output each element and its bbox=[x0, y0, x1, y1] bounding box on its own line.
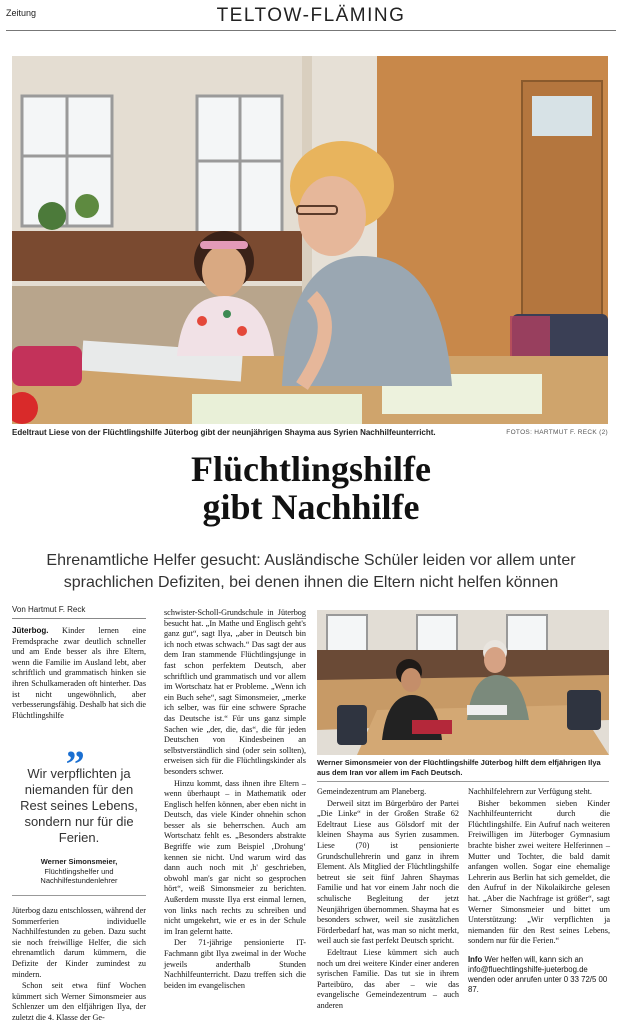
article-col1-top bbox=[12, 626, 146, 722]
main-photo bbox=[12, 56, 608, 424]
byline: Von Hartmut F. Reck bbox=[12, 605, 86, 614]
article-paragraph: Der 71-jährige pensionierte IT-Fachmann gibt Ilya zweimal in der Woche jeweils anderthalb Stunden Nachhilfeunterricht. Dazu treffen sich die beiden im evangelischen bbox=[164, 938, 306, 990]
headline-line-1: Flüchtlingshilfe bbox=[190, 449, 432, 489]
article-col4 bbox=[468, 787, 610, 948]
second-photo-caption: Werner Simonsmeier von der Flüchtlingshilfe Jüterbog hilft dem elfjährigen Ilya aus dem Iran vor allem im Fach Deutsch. bbox=[317, 758, 601, 777]
newspaper-label: Zeitung bbox=[6, 8, 37, 18]
info-box bbox=[468, 955, 610, 995]
quote-mark-icon: „ bbox=[66, 724, 81, 766]
article-paragraph: Gemeindezentrum am Planeberg. bbox=[317, 787, 427, 796]
subheadline: Ehrenamtliche Helfer gesucht: Ausländische Schüler leiden vor allem unter sprachlichen Defiziten, bei denen ihnen die Eltern nicht helfen können bbox=[46, 552, 576, 591]
quote-author: Werner Simonsmeier, bbox=[40, 857, 118, 866]
region-header: TELTOW-FLÄMING bbox=[216, 5, 406, 26]
headline-line-2: gibt Nachhilfe bbox=[202, 487, 420, 527]
article-col2 bbox=[164, 608, 306, 992]
header-divider bbox=[6, 30, 616, 31]
caption-divider bbox=[317, 781, 609, 782]
classroom-photo-illustration bbox=[12, 56, 608, 424]
article-col3 bbox=[317, 787, 459, 1012]
tutoring-photo-illustration bbox=[317, 610, 609, 755]
article-paragraph: schwister-Scholl-Grundschule in Jüterbog besucht hat. „In Mathe und Englisch geht's ganz gut“, sagt Ilya, „aber in Deutsch bin ich noch etwas schwach.“ Das sagt der aus dem Iran stammende Flüchtlingsjunge in fast schon perfektem Deutsch, aber schriftlich und grammatisch und vor allem im Wortschatz hat er Probleme. „Wenn ich ein Buch sehe“, sagt Simonsmeier, „merke ich selber, was für eine schwere Sprache das Deutsche ist.“ Für uns ganz simple Sachen wie „der, die, das“, die für jeden Deutschen von Kindesbeinen an selbstverständlich sind (oder sein sollten), erweisen sich für die Flüchtlingskinder als besonders schwer. bbox=[164, 608, 306, 776]
article-paragraph: Edeltraut Liese kümmert sich auch noch um drei weitere Kinder einer anderen syrischen Familie. Das tut sie in ihrem Parteibüro, das aber – wie das evangelische Gemeindezentrum – auch anderen bbox=[317, 947, 459, 1010]
photo-credit: FOTOS: HARTMUT F. RECK (2) bbox=[506, 429, 608, 436]
second-photo bbox=[317, 610, 609, 755]
byline-rule-col1 bbox=[12, 618, 146, 619]
article-col1-bottom bbox=[12, 906, 146, 1024]
article-col1-top-text: Kinder lernen eine Fremdsprache zwar deutlich schneller und am Ende besser als ihre Eltern, wenn die Familie im Ausland lebt, aber schriftlich und grammatisch hinken sie ihren Schulkameraden oft hinterher. Das ist nicht ungewöhnlich, aber verbesserungsfähig. Deshalb hat sich die Flüchtlingshilfe bbox=[12, 626, 146, 720]
headline bbox=[0, 450, 622, 526]
main-photo-caption: Edeltraut Liese von der Flüchtlingshilfe Jüterbog gibt der neunjährigen Shayma aus Syrien Nachhilfeunterricht. bbox=[12, 428, 436, 437]
info-text: Wer helfen will, kann sich an info@fluechtlingshilfe-jueterbog.de wenden oder anrufen unter 0 33 72/5 00 87. bbox=[468, 955, 608, 994]
pull-quote: Wir verpflichten ja niemanden für den Rest seines Lebens, sondern nur für die Ferien. bbox=[20, 766, 138, 845]
dateline: Jüterbog. bbox=[12, 626, 49, 635]
article-paragraph: Nachhilfelehrern zur Verfügung steht. bbox=[468, 787, 592, 796]
quote-divider bbox=[12, 895, 146, 896]
article-paragraph: Jüterbog dazu entschlossen, während der Sommerferien individuelle Nachhilfestunden zu geben. Dazu sucht sie noch freiwillige Helfer, die sich ehrenamtlich darum kümmern, die Defizite der Kinder zumindest zu mindern. bbox=[12, 906, 146, 979]
article-paragraph: Bisher bekommen sieben Kinder Nachhilfeunterricht durch die Flüchtlingshilfe. Ein Aufruf nach weiteren Freiwilligen im Jüterboger Gymnasium brachte bisher zwei weitere Helferinnen – Mutter und Tochter, die bald damit anfangen wollen. Sogar eine ehemalige Lehrerin aus Berlin hat sich gemeldet, die den Aufruf in der Nikolaikirche gelesen hat. „Aber die Nachfrage ist größer“, sagt Werner Simonsmeier und bittet um Unterstützung: „Wir verpflichten ja niemanden für den Rest seines Lebens, sondern nur für die Ferien.“ bbox=[468, 798, 610, 946]
article-paragraph: Derweil sitzt im Bürgerbüro der Partei „Die Linke“ in der Großen Straße 62 Edeltraut Liese aus Gölsdorf mit der kleinen Shayma aus Syrien zusammen. Liese (70) ist pensionierte Grundschullehrerin und ganz in ihrem Element. Als Mitglied der Flüchtlingshilfe betreut sie seit fünf Jahren Shaymas Familie und hat vor einem Jahr noch die schulische Begleitung der jetzt Neunjährigen übernommen. Shayma hat es besonders schwer, weil sie zusätzlichen Förderbedarf hat, was man so nicht merkt, weil auch sie fast perfekt Deutsch spricht. bbox=[317, 798, 459, 946]
article-paragraph: Hinzu kommt, dass ihnen ihre Eltern – wenn überhaupt – in Mathematik oder Englisch helfen können, aber eben nicht in Deutsch, das viele Kinder ohnehin schon besser als sie beherrschen. Auch am Wortschatz fehlt es. „Besonders abstrakte Begriffe wie zum Beispiel ‚Drohung‘ kennen sie nicht. Und warum wird das dann auch noch mit ,h' geschrieben, obwohl man's gar nicht so gesprochen hört“, weiß Simonsmeier zu berichten. Außerdem musste Ilya erst einmal lernen, von links nach rechts zu schreiben und nicht umgekehrt, wie er es in der Schule im Iran gelernt hatte. bbox=[164, 778, 306, 936]
info-label: Info bbox=[468, 955, 483, 964]
article-paragraph: Schon seit etwa fünf Wochen kümmert sich Werner Simonsmeier aus Schlenzer um den elfjährigen Ilya, der zuletzt die 4. Klasse der Ge- bbox=[12, 981, 146, 1022]
quote-author-role: Flüchtlingshelfer und Nachhilfestundenlehrer bbox=[40, 867, 118, 885]
